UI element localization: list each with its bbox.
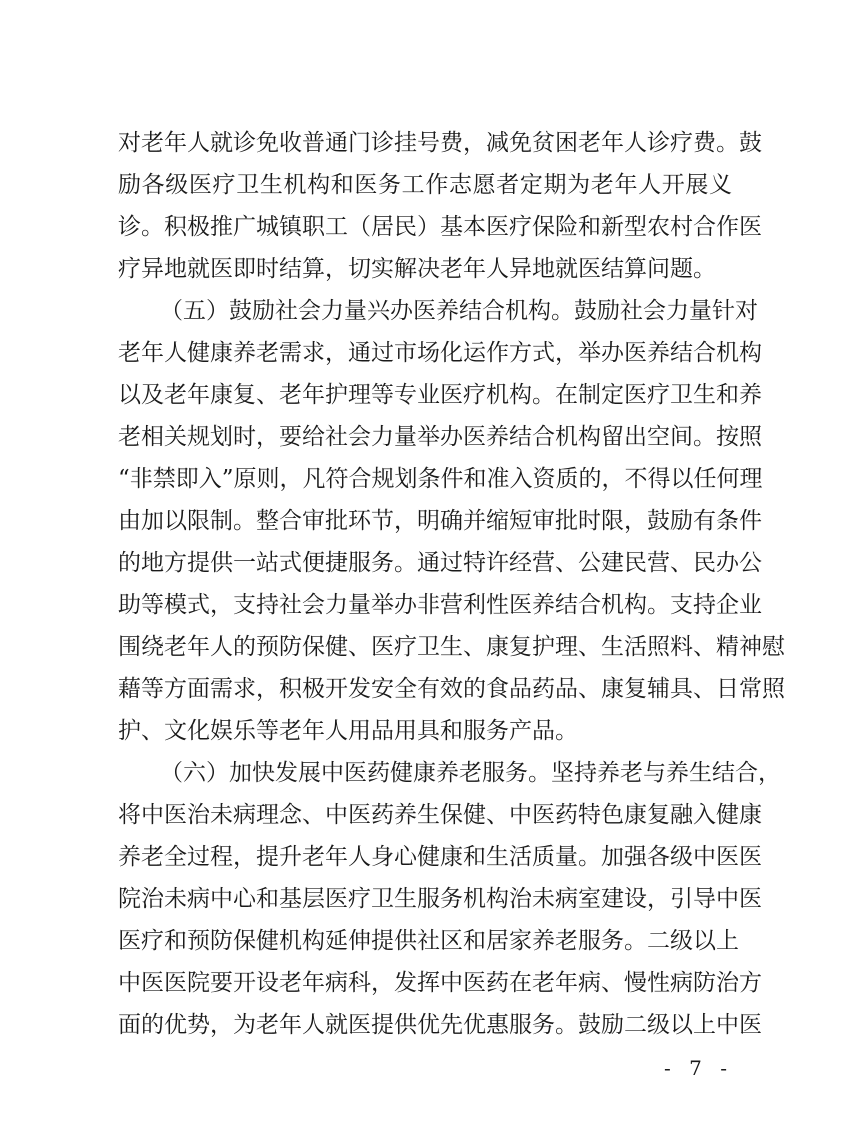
text-line-8: 老相关规划时，要给社会力量举办医养结合机构留出空间。按照 — [118, 424, 762, 450]
text-line-4: 疗异地就医即时结算，切实解决老年人异地就医结算问题。 — [118, 256, 716, 282]
text-line-10: 由加以限制。整合审批环节，明确并缩短审批时限，鼓励有条件 — [118, 508, 762, 534]
text-line-17: 将中医治未病理念、中医药养生保健、中医药特色康复融入健康 — [118, 802, 762, 828]
section-six-heading-line: （六）加快发展中医药健康养老服务。坚持养老与养生结合， — [160, 760, 781, 786]
text-line-21: 中医医院要开设老年病科，发挥中医药在老年病、慢性病防治方 — [118, 970, 762, 996]
text-line-9: “非禁即入”原则，凡符合规划条件和准入资质的，不得以任何理 — [118, 466, 763, 492]
text-line-15: 护、文化娱乐等老年人用品用具和服务产品。 — [118, 718, 578, 744]
page-number: - 7 - — [664, 1056, 733, 1080]
text-line-22: 面的优势，为老年人就医提供优先优惠服务。鼓励二级以上中医 — [118, 1012, 762, 1038]
text-line-14: 藉等方面需求，积极开发安全有效的食品药品、康复辅具、日常照 — [118, 676, 785, 702]
text-line-2: 励各级医疗卫生机构和医务工作志愿者定期为老年人开展义 — [118, 172, 732, 198]
text-line-20: 医疗和预防保健机构延伸提供社区和居家养老服务。二级以上 — [118, 928, 739, 954]
text-line-13: 围绕老年人的预防保健、医疗卫生、康复护理、生活照料、精神慰 — [118, 634, 785, 660]
text-line-6: 老年人健康养老需求，通过市场化运作方式，举办医养结合机构 — [118, 340, 762, 366]
text-line-12: 助等模式，支持社会力量举办非营利性医养结合机构。支持企业 — [118, 592, 762, 618]
text-line-7: 以及老年康复、老年护理等专业医疗机构。在制定医疗卫生和养 — [118, 382, 762, 408]
text-line-1: 对老年人就诊免收普通门诊挂号费，减免贫困老年人诊疗费。鼓 — [118, 130, 762, 156]
text-line-11: 的地方提供一站式便捷服务。通过特许经营、公建民营、民办公 — [118, 550, 762, 576]
text-line-18: 养老全过程，提升老年人身心健康和生活质量。加强各级中医医 — [118, 844, 762, 870]
text-line-19: 院治未病中心和基层医疗卫生服务机构治未病室建设，引导中医 — [118, 886, 762, 912]
section-five-heading-line: （五）鼓励社会力量兴办医养结合机构。鼓励社会力量针对 — [160, 298, 758, 324]
text-line-3: 诊。积极推广城镇职工（居民）基本医疗保险和新型农村合作医 — [118, 214, 762, 240]
